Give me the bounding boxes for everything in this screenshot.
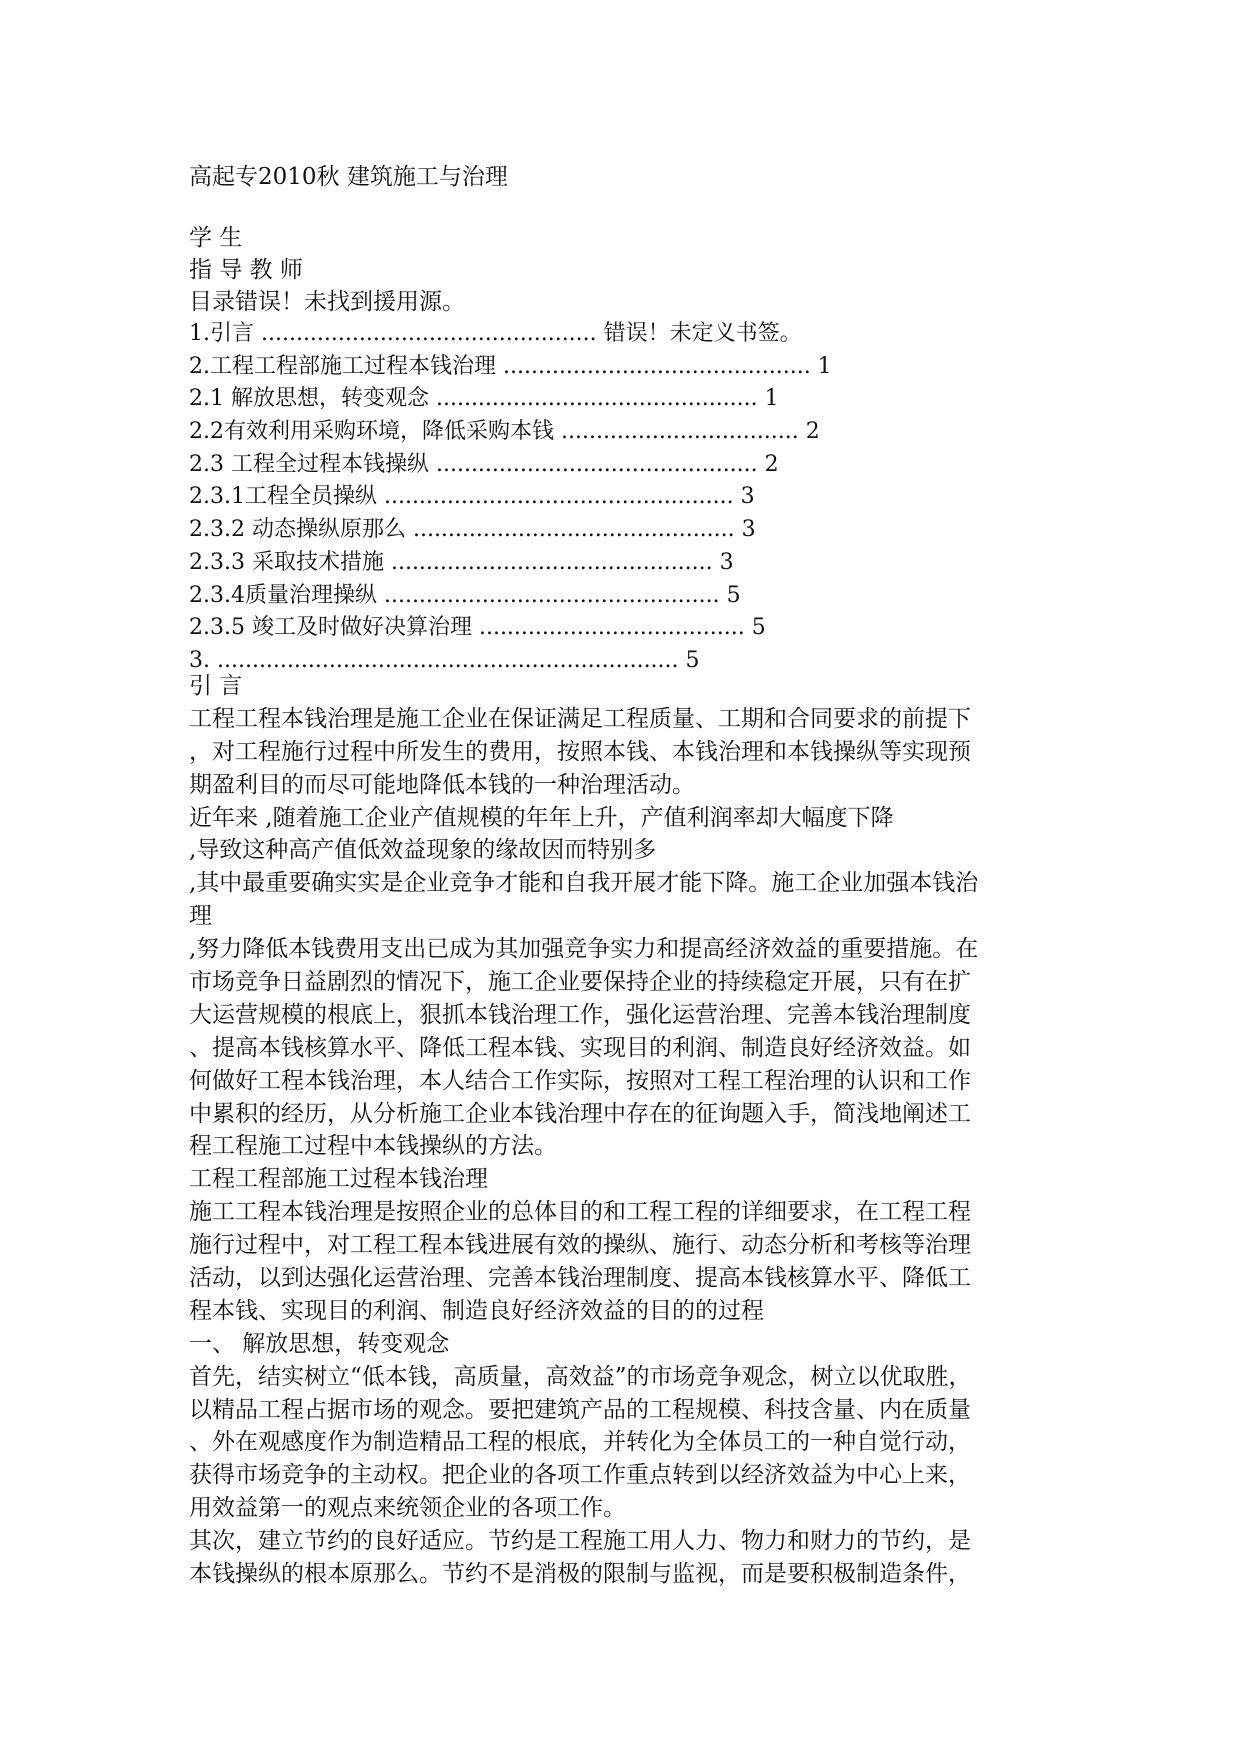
body-line: 市场竞争日益剧烈的情况下，施工企业要保持企业的持续稳定开展，只有在扩 (189, 969, 971, 996)
toc-item[interactable]: 2.3.1工程全员操纵 .................................................. 3 (189, 484, 755, 510)
teacher-label: 指 导 教 师 (189, 257, 303, 283)
body-line: ,其中最重要确实实是企业竞争才能和自我开展才能下降。施工企业加强本钱治 (189, 870, 979, 897)
toc-error-message: 目录错误！未找到援用源。 (189, 289, 465, 315)
body-line: ，对工程施行过程中所发生的费用，按照本钱、本钱治理和本钱操纵等实现预 (189, 738, 971, 765)
body-line: 施工工程本钱治理是按照企业的总体目的和工程工程的详细要求，在工程工程 (189, 1199, 971, 1226)
body-line: 理 (189, 903, 212, 930)
body-line: 其次，建立节约的良好适应。节约是工程施工用人力、物力和财力的节约，是 (189, 1528, 971, 1555)
toc-item[interactable]: 1.引言 ................................................ 错误！未定义书签。 (189, 321, 802, 346)
table-of-contents (189, 318, 832, 678)
section-heading-intro: 引 言 (189, 673, 243, 699)
toc-item[interactable]: 2.3.5 竣工及时做好决算治理 ...................................... 5 (189, 615, 766, 641)
body-line: 获得市场竞争的主动权。把企业的各项工作重点转到以经济效益为中心上来， (189, 1462, 971, 1489)
toc-item[interactable]: 2.3 工程全过程本钱操纵 .............................................. 2 (189, 451, 779, 477)
body-line: 大运营规模的根底上，狠抓本钱治理工作，强化运营治理、完善本钱治理制度 (189, 1001, 971, 1028)
toc-item[interactable]: 3. .................................................................. 5 (189, 647, 700, 673)
body-line: ,导致这种高产值低效益现象的缘故因而特别多 (189, 837, 657, 864)
body-line: 以精品工程占据市场的观念。要把建筑产品的工程规模、科技含量、内在质量 (189, 1396, 971, 1423)
body-line: 活动，以到达强化运营治理、完善本钱治理制度、提高本钱核算水平、降低工 (189, 1265, 971, 1292)
section-heading: 一、 解放思想，转变观念 (189, 1330, 450, 1357)
body-line: ,努力降低本钱费用支出已成为其加强竞争实力和提高经济效益的重要措施。在 (189, 936, 979, 963)
body-line: 工程工程本钱治理是施工企业在保证满足工程质量、工期和合同要求的前提下 (189, 705, 971, 732)
toc-item[interactable]: 2.3.3 采取技术措施 .............................................. 3 (189, 549, 734, 575)
body-line: 本钱操纵的根本原那么。节约不是消极的限制与监视，而是要积极制造条件， (189, 1561, 971, 1588)
body-line: 近年来 ,随着施工企业产值规模的年年上升，产值利润率却大幅度下降 (189, 804, 894, 831)
body-line: 施行过程中，对工程工程本钱进展有效的操纵、施行、动态分析和考核等治理 (189, 1232, 971, 1259)
toc-item[interactable]: 2.3.4质量治理操纵 ................................................ 5 (189, 582, 741, 608)
toc-item[interactable]: 2.工程工程部施工过程本钱治理 ............................................ 1 (189, 353, 832, 379)
student-label: 学 生 (189, 225, 243, 251)
toc-item[interactable]: 2.2有效利用采购环境，降低采购本钱 .................................. 2 (189, 419, 820, 445)
body-line: 用效益第一的观点来统领企业的各项工作。 (189, 1495, 626, 1522)
body-line: 首先，结实树立“低本钱，高质量，高效益”的市场竞争观念，树立以优取胜， (189, 1363, 972, 1390)
body-line: 何做好工程本钱治理，本人结合工作实际，按照对工程工程治理的认识和工作 (189, 1067, 971, 1094)
body-line: 、提高本钱核算水平、降低工程本钱、实现目的利润、制造良好经济效益。如 (189, 1034, 971, 1061)
section-heading: 工程工程部施工过程本钱治理 (189, 1166, 488, 1193)
toc-item[interactable]: 2.1 解放思想，转变观念 .............................................. 1 (189, 386, 779, 412)
document-body (189, 670, 1069, 1591)
body-line: 程工程施工过程中本钱操纵的方法。 (189, 1133, 557, 1160)
document-title: 高起专2010秋 建筑施工与治理 (189, 164, 508, 190)
body-line: 、外在观感度作为制造精品工程的根底，并转化为全体员工的一种自觉行动， (189, 1429, 971, 1456)
body-line: 中累积的经历，从分析施工企业本钱治理中存在的征询题入手，简浅地阐述工 (189, 1100, 971, 1127)
body-line: 程本钱、实现目的利润、制造良好经济效益的目的的过程 (189, 1297, 764, 1324)
toc-item[interactable]: 2.3.2 动态操纵原那么 .............................................. 3 (189, 517, 756, 543)
body-line: 期盈利目的而尽可能地降低本钱的一种治理活动。 (189, 771, 695, 798)
